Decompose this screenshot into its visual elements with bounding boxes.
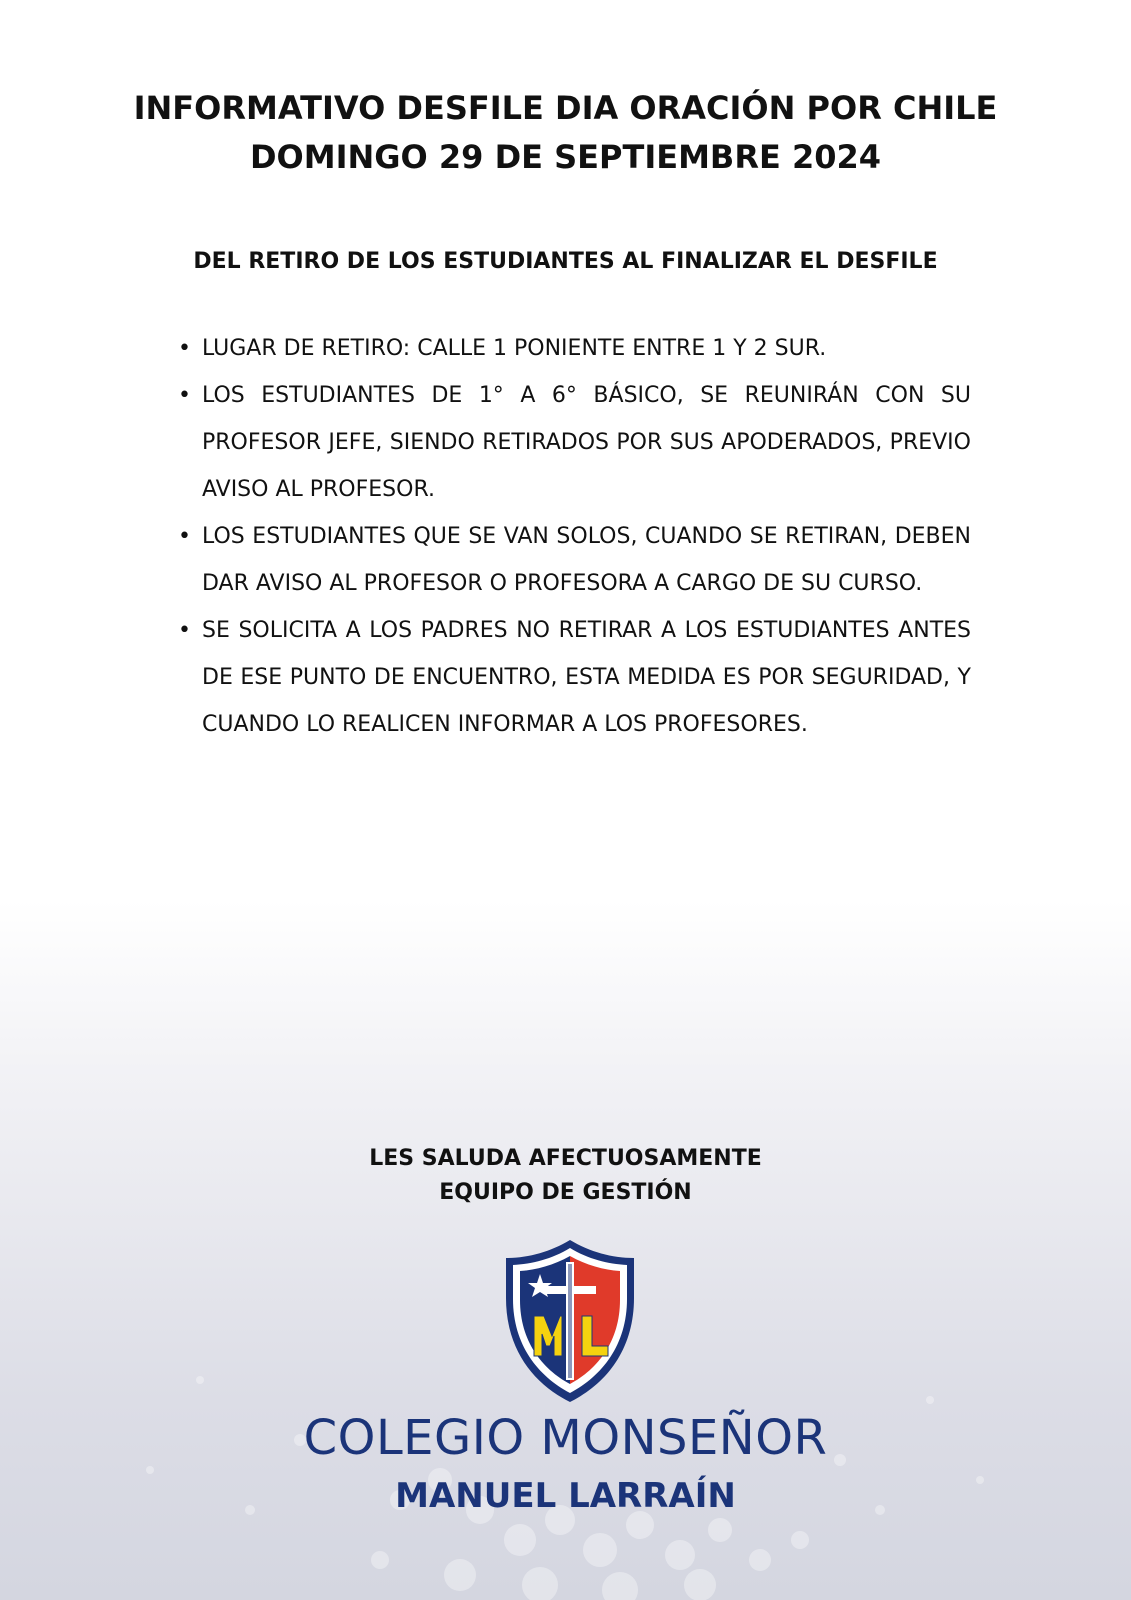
bullet-icon: • [178, 618, 191, 643]
bullet-icon: • [178, 336, 191, 361]
instructions-list [178, 325, 971, 748]
title-line-1: INFORMATIVO DESFILE DIA ORACIÓN POR CHILE [133, 89, 998, 127]
list-item [178, 513, 971, 607]
closing-line-2: EQUIPO DE GESTIÓN [439, 1180, 692, 1205]
list-item-text: LUGAR DE RETIRO: CALLE 1 PONIENTE ENTRE 1 Y 2 SUR. [202, 336, 827, 361]
title-line-2: DOMINGO 29 DE SEPTIEMBRE 2024 [249, 138, 882, 176]
list-item [178, 325, 971, 372]
list-item-text: LOS ESTUDIANTES DE 1° A 6° BÁSICO, SE REUNIRÁN CON SU PROFESOR JEFE, SIENDO RETIRADOS POR SUS APODERADOS, PREVIO AVISO AL PROFESOR. [202, 383, 971, 502]
school-name-line-2: MANUEL LARRAÍN [395, 1476, 736, 1516]
bullet-icon: • [178, 383, 191, 408]
school-crest-icon [500, 1238, 640, 1404]
list-item-text: LOS ESTUDIANTES QUE SE VAN SOLOS, CUANDO SE RETIRAN, DEBEN DAR AVISO AL PROFESOR O PROFESORA A CARGO DE SU CURSO. [202, 524, 971, 596]
section-subtitle: DEL RETIRO DE LOS ESTUDIANTES AL FINALIZAR EL DESFILE [193, 249, 938, 274]
closing-signature [100, 1142, 1031, 1210]
list-item [178, 372, 971, 513]
school-name-line-1: COLEGIO MONSEÑOR [303, 1410, 828, 1466]
list-item-text: SE SOLICITA A LOS PADRES NO RETIRAR A LOS ESTUDIANTES ANTES DE ESE PUNTO DE ENCUENTRO, ESTA MEDIDA ES POR SEGURIDAD, Y CUANDO LO REALICEN INFORMAR A LOS PROFESORES. [202, 618, 971, 737]
bullet-icon: • [178, 524, 191, 549]
page-title [100, 84, 1031, 182]
closing-line-1: LES SALUDA AFECTUOSAMENTE [369, 1146, 762, 1171]
list-item [178, 607, 971, 748]
